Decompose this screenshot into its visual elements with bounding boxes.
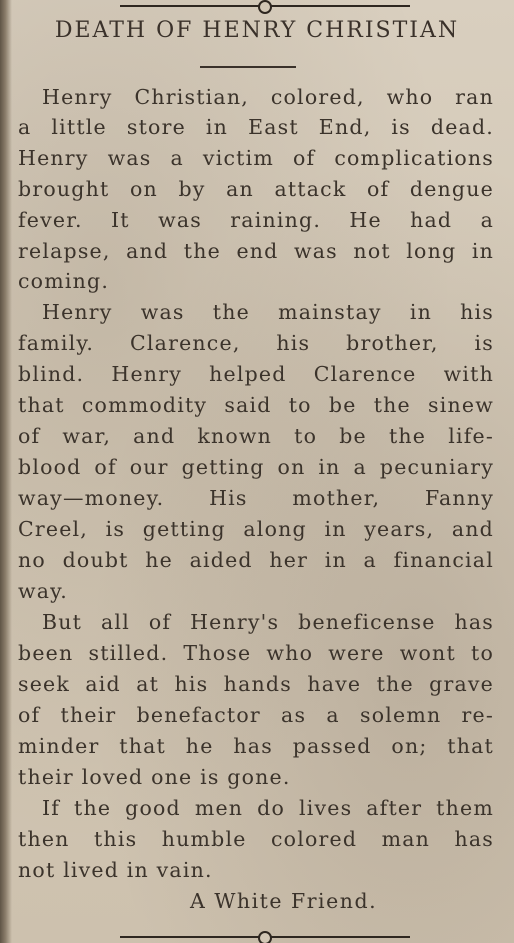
text-line-20: seek aid at his hands have the grave	[18, 672, 494, 696]
text-line-19: been stilled. Those who were wont to	[18, 641, 494, 665]
text-line-6: relapse, and the end was not long in	[18, 239, 494, 263]
top-ornamental-rule	[120, 0, 410, 12]
text-line-9: family. Clarence, his brother, is	[18, 331, 494, 355]
text-line-24: If the good men do lives after them	[42, 796, 494, 820]
headline-divider	[200, 66, 296, 68]
text-line-13: blood of our getting on in a pecuniary	[18, 455, 494, 479]
text-line-7: coming.	[18, 269, 110, 293]
text-line-3: Henry was a victim of complications	[18, 146, 494, 170]
rule-ornament-icon	[258, 931, 272, 943]
text-line-10: blind. Henry helped Clarence with	[18, 362, 494, 386]
text-line-23: their loved one is gone.	[18, 765, 291, 789]
rule-ornament-icon	[258, 0, 272, 14]
text-line-21: of their benefactor as a solemn re-	[18, 703, 494, 727]
text-line-14: way—money. His mother, Fanny	[18, 486, 494, 510]
text-line-17: way.	[18, 579, 68, 603]
signature: A White Friend.	[190, 889, 378, 913]
text-line-22: minder that he has passed on; that	[18, 734, 494, 758]
text-line-12: of war, and known to be the life-	[18, 424, 494, 448]
torn-left-edge	[0, 0, 12, 943]
text-line-26: not lived in vain.	[18, 858, 213, 882]
text-line-5: fever. It was raining. He had a	[18, 208, 494, 232]
text-line-11: that commodity said to be the sinew	[18, 393, 494, 417]
text-line-1: Henry Christian, colored, who ran	[42, 85, 494, 109]
headline: DEATH OF HENRY CHRISTIAN	[54, 18, 460, 43]
text-line-15: Creel, is getting along in years, and	[18, 517, 494, 541]
text-line-25: then this humble colored man has	[18, 827, 494, 851]
text-line-16: no doubt he aided her in a financial	[18, 548, 494, 572]
text-line-8: Henry was the mainstay in his	[42, 300, 494, 324]
text-line-18: But all of Henry's beneficense has	[42, 610, 494, 634]
bottom-ornamental-rule	[120, 931, 410, 943]
text-line-2: a little store in East End, is dead.	[18, 115, 494, 139]
text-line-4: brought on by an attack of dengue	[18, 177, 494, 201]
